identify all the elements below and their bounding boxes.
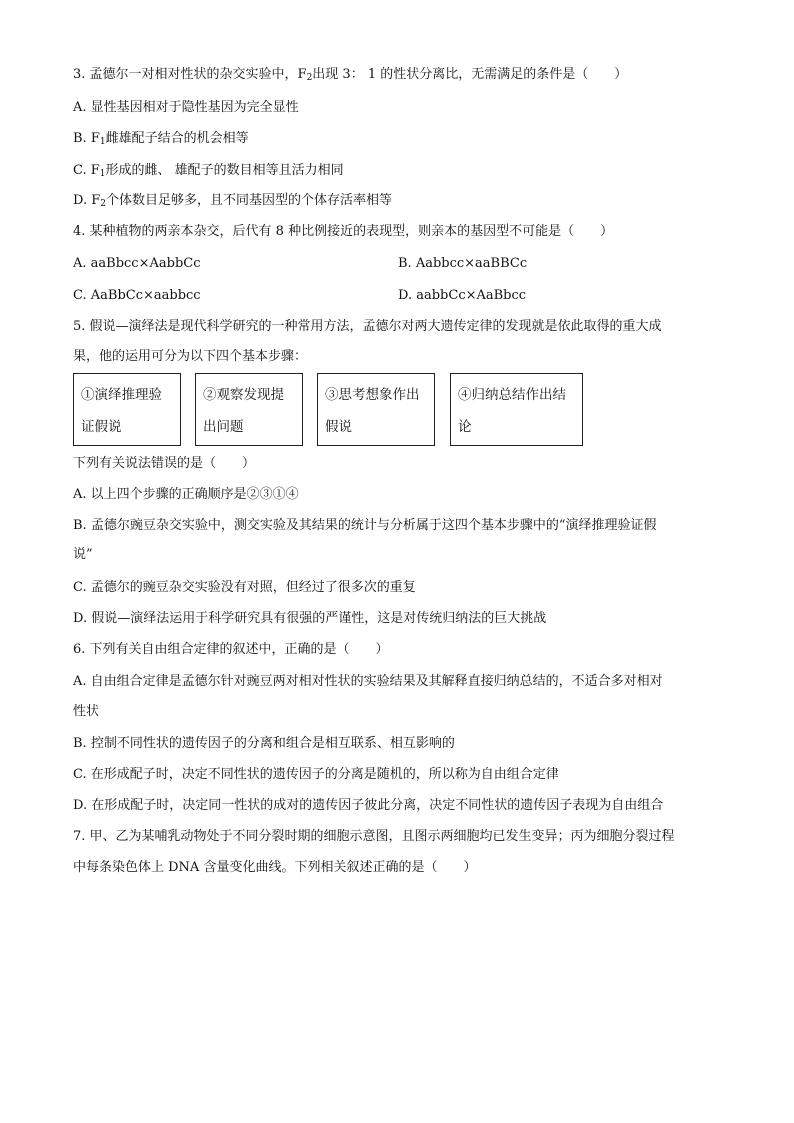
q6-option-d: D. 在形成配子时，决定同一性状的成对的遗传因子彼此分离，决定不同性状的遗传因子表现为自由组合 <box>73 798 664 813</box>
q5-option-b-line2: 说” <box>73 547 93 562</box>
q6-option-c: C. 在形成配子时，决定不同性状的遗传因子的分离是随机的，所以称为自由组合定律 <box>73 767 559 782</box>
q5-option-b-line1: B. 孟德尔豌豆杂交实验中，测交实验及其结果的统计与分析属于这四个基本步骤中的“演绎推理验证假 <box>73 518 657 533</box>
q5-prompt: 下列有关说法错误的是（ ） <box>73 456 256 471</box>
q3-stem: 3. 孟德尔一对相对性状的杂交实验中，$F_2$出现 3： 1 的性状分离比，无需满足的条件是（ ） <box>73 67 628 83</box>
step-box-3: ③思考想象作出假说 <box>317 373 435 446</box>
q4-option-b: B. Aabbcc×aaBBCc <box>398 256 528 271</box>
q4-stem: 4. 某种植物的两亲本杂交，后代有 8 种比例接近的表现型，则亲本的基因型不可能是（ ） <box>73 224 614 239</box>
q5-option-a: A. 以上四个步骤的正确顺序是②③①④ <box>73 487 299 502</box>
q6-option-a-line1: A. 自由组合定律是孟德尔针对豌豆两对相对性状的实验结果及其解释直接归纳总结的，不适合多对相对 <box>73 674 663 689</box>
q5-step-boxes <box>73 373 593 448</box>
q6-option-a-line2: 性状 <box>73 704 100 719</box>
q4-option-a: A. aaBbcc×AabbCc <box>73 256 201 271</box>
q3-option-c: C. $F_1$形成的雌、 雄配子的数目相等且活力相同 <box>73 163 344 179</box>
q7-stem-line1: 7. 甲、乙为某哺乳动物处于不同分裂时期的细胞示意图，且图示两细胞均已发生变异；丙为细胞分裂过程 <box>73 829 675 844</box>
q7-stem-line2: 中每条染色体上 DNA 含量变化曲线。下列相关叙述正确的是（ ） <box>73 860 477 875</box>
q4-option-c: C. AaBbCc×aabbcc <box>73 288 201 303</box>
step-box-1: ①演绎推理验证假说 <box>73 373 181 446</box>
step-box-4: ④归纳总结作出结论 <box>450 373 583 446</box>
q3-option-b: B. $F_1$雌雄配子结合的机会相等 <box>73 131 249 147</box>
q3-option-d: D. $F_2$个体数目足够多，且不同基因型的个体存活率相等 <box>73 193 392 209</box>
q5-option-d: D. 假说—演绎法运用于科学研究具有很强的严谨性，这是对传统归纳法的巨大挑战 <box>73 611 547 626</box>
q3-option-a: A. 显性基因相对于隐性基因为完全显性 <box>73 100 299 115</box>
q5-stem-line1: 5. 假说—演绎法是现代科学研究的一种常用方法，孟德尔对两大遗传定律的发现就是依此取得的重大成 <box>73 319 662 334</box>
step-box-2: ②观察发现提出问题 <box>195 373 303 446</box>
q4-option-d: D. aabbCc×AaBbcc <box>398 288 527 303</box>
q6-option-b: B. 控制不同性状的遗传因子的分离和组合是相互联系、相互影响的 <box>73 736 455 751</box>
q6-stem: 6. 下列有关自由组合定律的叙述中，正确的是（ ） <box>73 642 389 657</box>
q5-stem-line2: 果，他的运用可分为以下四个基本步骤： <box>73 349 308 364</box>
q5-option-c: C. 孟德尔的豌豆杂交实验没有对照，但经过了很多次的重复 <box>73 580 416 595</box>
